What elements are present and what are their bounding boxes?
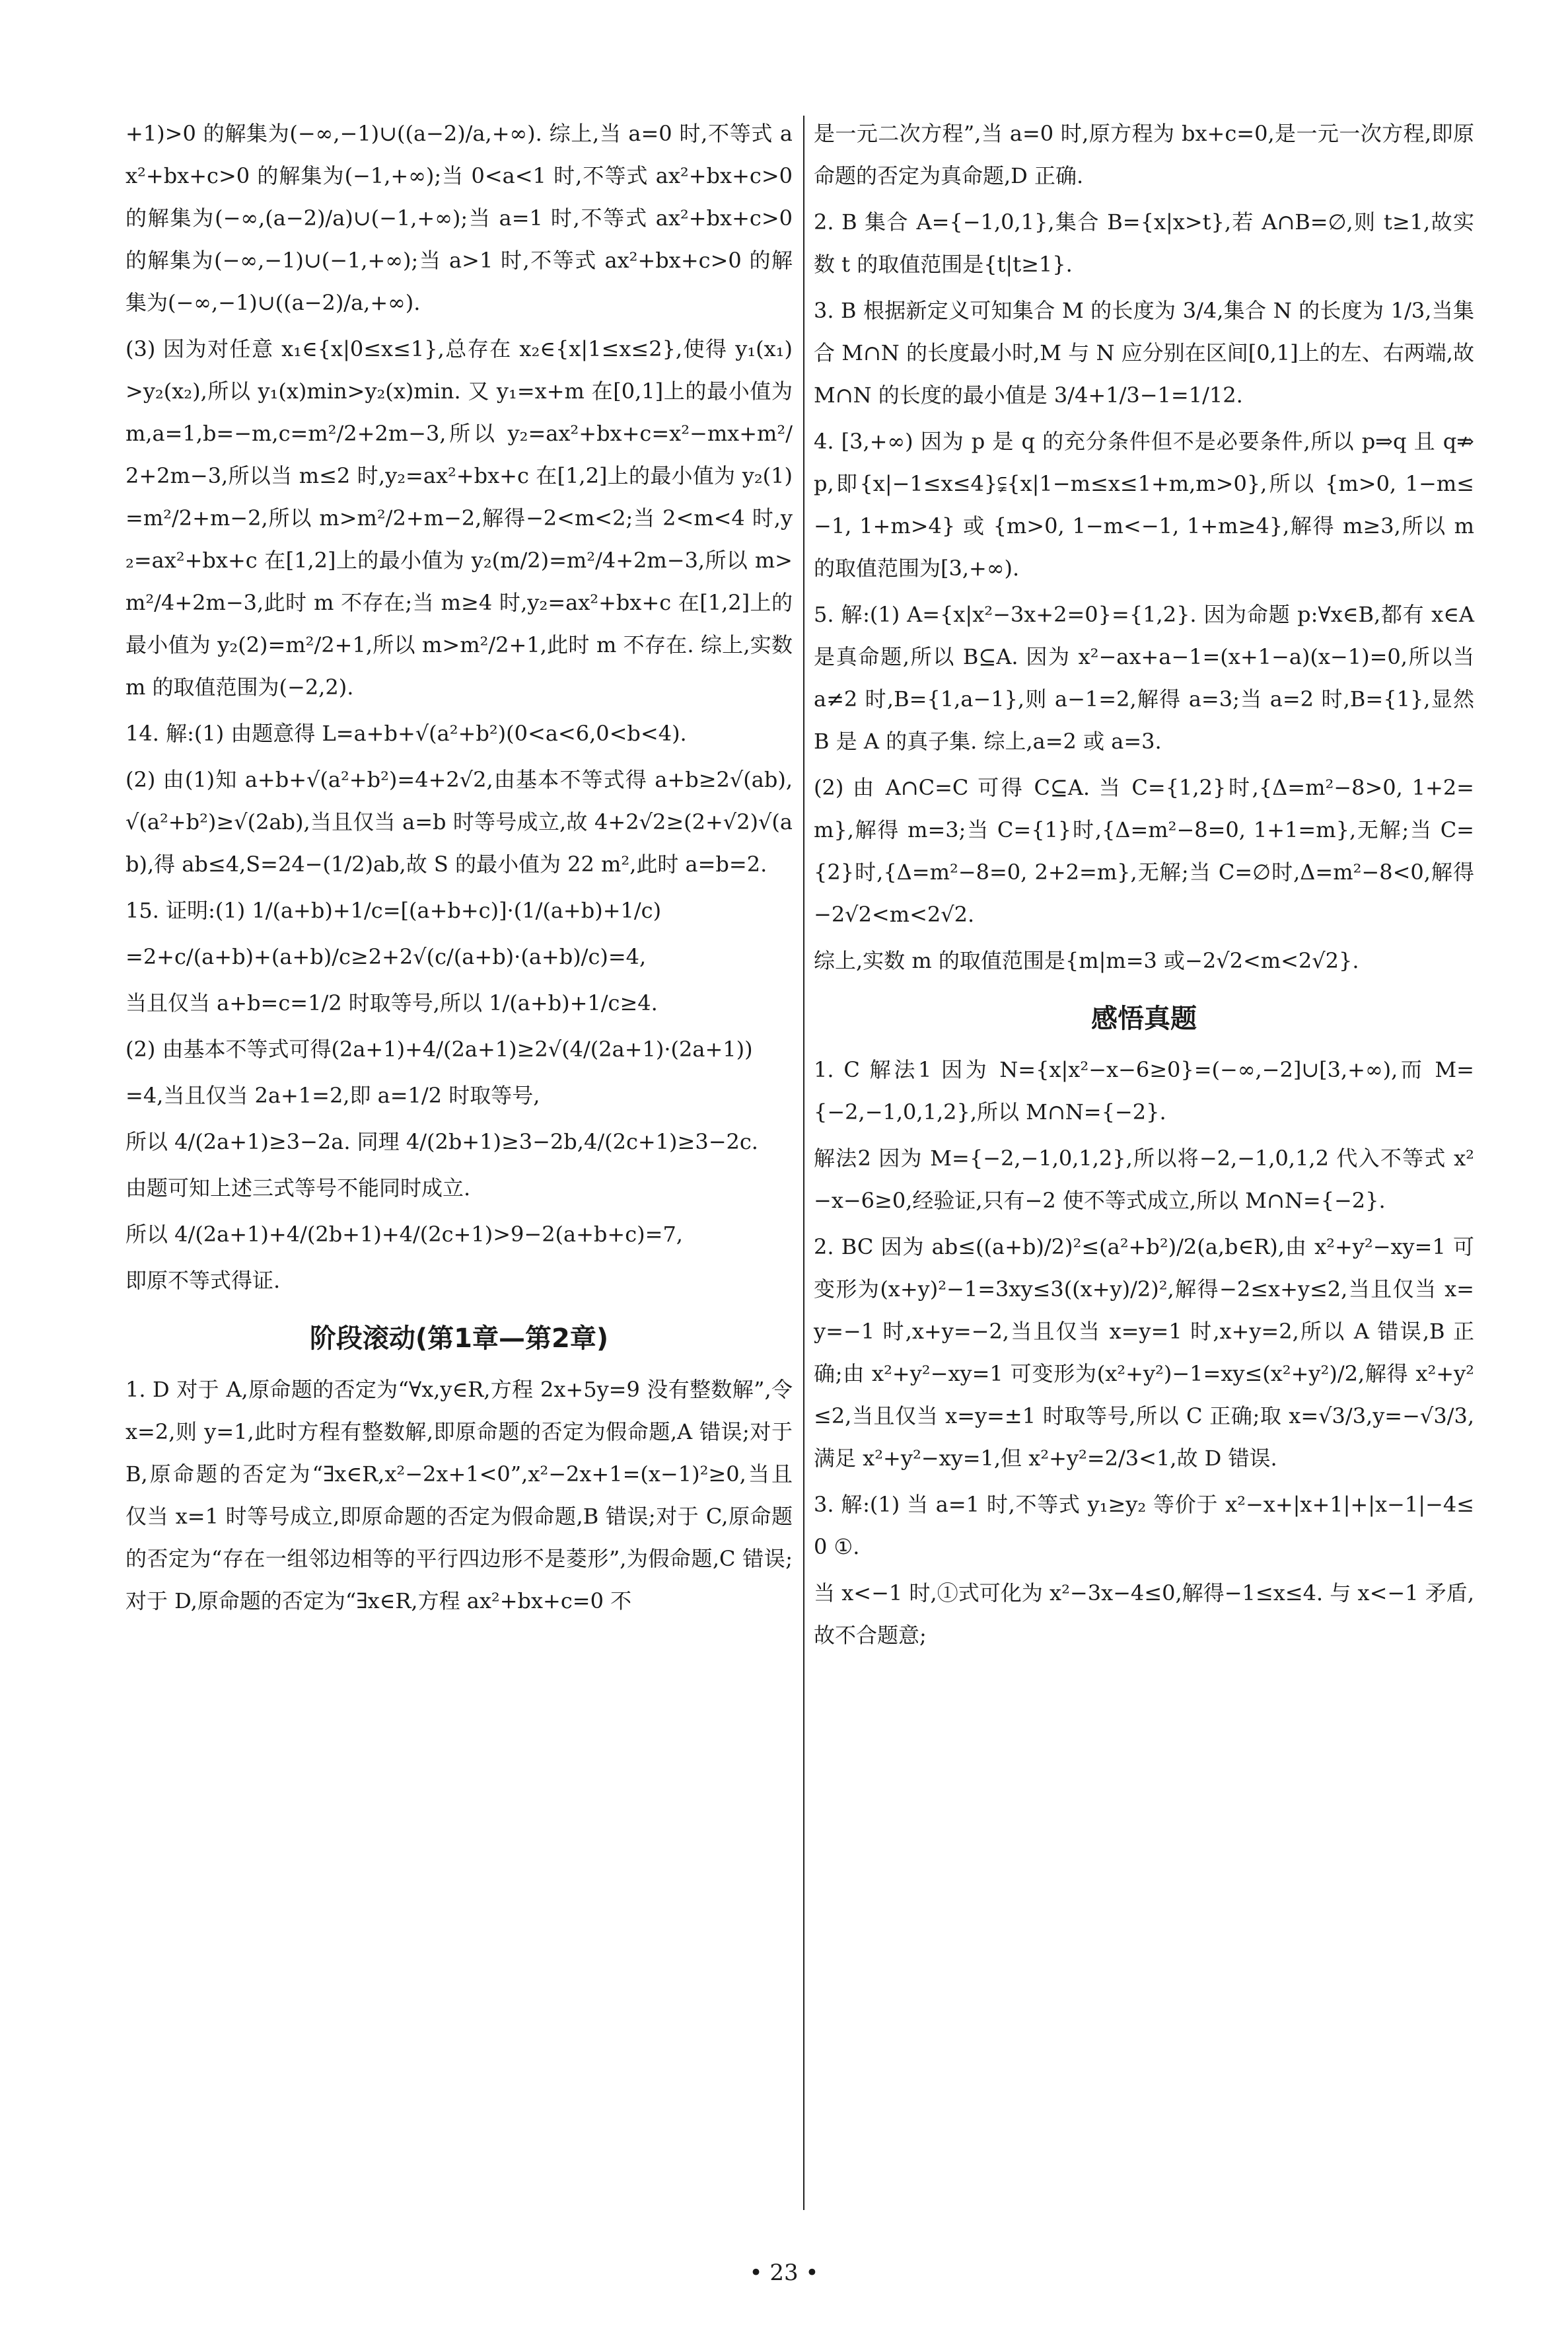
right-column bbox=[814, 112, 1474, 1660]
left-paragraph: 即原不等式得证. bbox=[125, 1268, 281, 1293]
left-paragraph: =4,当且仅当 2a+1=2,即 a=1/2 时取等号, bbox=[125, 1083, 540, 1108]
right-paragraph: 2. B 集合 A={−1,0,1},集合 B={x|x>t},若 A∩B=∅,则 t≥1,故实数 t 的取值范围是{t|t≥1}. bbox=[814, 209, 1474, 277]
left-paragraph: (2) 由基本不等式可得(2a+1)+4/(2a+1)≥2√(4/(2a+1)·(2a+1)) bbox=[125, 1037, 753, 1062]
left-paragraph: 所以 4/(2a+1)+4/(2b+1)+4/(2c+1)>9−2(a+b+c)=7, bbox=[125, 1222, 683, 1247]
right-paragraph: 当 x<−1 时,①式可化为 x²−3x−4≤0,解得−1≤x≤4. 与 x<−1 矛盾,故不合题意; bbox=[814, 1580, 1474, 1648]
left-paragraph: 当且仅当 a+b=c=1/2 时取等号,所以 1/(a+b)+1/c≥4. bbox=[125, 990, 658, 1015]
right-paragraph: 1. C 解法1 因为 N={x|x²−x−6≥0}=(−∞,−2]∪[3,+∞),而 M={−2,−1,0,1,2},所以 M∩N={−2}. bbox=[814, 1057, 1474, 1125]
right-paragraph: 3. B 根据新定义可知集合 M 的长度为 3/4,集合 N 的长度为 1/3,当集合 M∩N 的长度最小时,M 与 N 应分别在区间[0,1]上的左、右两端,故 M∩N 的长度的最小值是 3/4+1/3−1=1/12. bbox=[814, 298, 1474, 408]
section-heading: 阶段滚动(第1章—第2章) bbox=[309, 1323, 609, 1354]
left-paragraph: 15. 证明:(1) 1/(a+b)+1/c=[(a+b+c)]·(1/(a+b)+1/c) bbox=[125, 898, 662, 923]
right-paragraph: (2) 由 A∩C=C 可得 C⊆A. 当 C={1,2}时,{Δ=m²−8>0, 1+2=m},解得 m=3;当 C={1}时,{Δ=m²−8=0, 1+1=m},无解;当 C={2}时,{Δ=m²−8=0, 2+2=m},无解;当 C=∅时,Δ=m²−8<0,解得−2√2<m<2√2. bbox=[814, 775, 1474, 927]
left-paragraph: +1)>0 的解集为(−∞,−1)∪((a−2)/a,+∞). 综上,当 a=0 时,不等式 ax²+bx+c>0 的解集为(−1,+∞);当 0<a<1 时,不等式 ax²+bx+c>0 的解集为(−∞,(a−2)/a)∪(−1,+∞);当 a=1 时,不等式 ax²+bx+c>0 的解集为(−∞,−1)∪(−1,+∞);当 a>1 时,不等式 ax²+bx+c>0 的解集为(−∞,−1)∪((a−2)/a,+∞). bbox=[125, 121, 793, 315]
left-paragraph: 1. D 对于 A,原命题的否定为“∀x,y∈R,方程 2x+5y=9 没有整数解”,令 x=2,则 y=1,此时方程有整数解,即原命题的否定为假命题,A 错误;对于 B,原命题的否定为“∃x∈R,x²−2x+1<0”,x²−2x+1=(x−1)²≥0,当且仅当 x=1 时等号成立,即原命题的否定为假命题,B 错误;对于 C,原命题的否定为“存在一组邻边相等的平行四边形不是菱形”,为假命题,C 错误;对于 D,原命题的否定为“∃x∈R,方程 ax²+bx+c=0 不 bbox=[125, 1377, 793, 1613]
right-paragraph: 2. BC 因为 ab≤((a+b)/2)²≤(a²+b²)/2(a,b∈R),由 x²+y²−xy=1 可变形为(x+y)²−1=3xy≤3((x+y)/2)²,解得−2≤x+y≤2,当且仅当 x=y=−1 时,x+y=−2,当且仅当 x=y=1 时,x+y=2,所以 A 错误,B 正确;由 x²+y²−xy=1 可变形为(x²+y²)−1=xy≤(x²+y²)/2,解得 x²+y²≤2,当且仅当 x=y=±1 时取等号,所以 C 正确;取 x=√3/3,y=−√3/3,满足 x²+y²−xy=1,但 x²+y²=2/3<1,故 D 错误. bbox=[814, 1234, 1474, 1471]
right-paragraph: 3. 解:(1) 当 a=1 时,不等式 y₁≥y₂ 等价于 x²−x+|x+1|+|x−1|−4≤0 ①. bbox=[814, 1492, 1474, 1559]
left-column bbox=[125, 112, 793, 1626]
left-paragraph: 14. 解:(1) 由题意得 L=a+b+√(a²+b²)(0<a<6,0<b<4). bbox=[125, 721, 687, 746]
right-paragraph: 5. 解:(1) A={x|x²−3x+2=0}={1,2}. 因为命题 p:∀x∈B,都有 x∈A 是真命题,所以 B⊆A. 因为 x²−ax+a−1=(x+1−a)(x−1)=0,所以当 a≠2 时,B={1,a−1},则 a−1=2,解得 a=3;当 a=2 时,B={1},显然 B 是 A 的真子集. 综上,a=2 或 a=3. bbox=[814, 602, 1474, 754]
left-paragraph: =2+c/(a+b)+(a+b)/c≥2+2√(c/(a+b)·(a+b)/c)=4, bbox=[125, 944, 647, 969]
right-paragraph: 综上,实数 m 的取值范围是{m|m=3 或−2√2<m<2√2}. bbox=[814, 948, 1359, 973]
page-number: • 23 • bbox=[749, 2260, 819, 2286]
right-paragraph: 是一元二次方程”,当 a=0 时,原方程为 bx+c=0,是一元一次方程,即原命题的否定为真命题,D 正确. bbox=[814, 121, 1474, 188]
column-divider bbox=[803, 116, 804, 2210]
right-paragraph: 4. [3,+∞) 因为 p 是 q 的充分条件但不是必要条件,所以 p⇒q 且 q⇏p,即{x|−1≤x≤4}⫋{x|1−m≤x≤1+m,m>0},所以 {m>0, 1−m≤−1, 1+m>4} 或 {m>0, 1−m<−1, 1+m≥4},解得 m≥3,所以 m 的取值范围为[3,+∞). bbox=[814, 429, 1474, 581]
left-paragraph: (3) 因为对任意 x₁∈{x|0≤x≤1},总存在 x₂∈{x|1≤x≤2},使得 y₁(x₁)>y₂(x₂),所以 y₁(x)min>y₂(x)min. 又 y₁=x+m 在[0,1]上的最小值为 m,a=1,b=−m,c=m²/2+2m−3,所以 y₂=ax²+bx+c=x²−mx+m²/2+2m−3,所以当 m≤2 时,y₂=ax²+bx+c 在[1,2]上的最小值为 y₂(1)=m²/2+m−2,所以 m>m²/2+m−2,解得−2<m<2;当 2<m<4 时,y₂=ax²+bx+c 在[1,2]上的最小值为 y₂(m/2)=m²/4+2m−3,所以 m>m²/4+2m−3,此时 m 不存在;当 m≥4 时,y₂=ax²+bx+c 在[1,2]上的最小值为 y₂(2)=m²/2+1,所以 m>m²/2+1,此时 m 不存在. 综上,实数 m 的取值范围为(−2,2). bbox=[125, 336, 793, 700]
section-heading: 感悟真题 bbox=[1091, 1004, 1197, 1034]
left-paragraph: 由题可知上述三式等号不能同时成立. bbox=[125, 1175, 471, 1200]
left-paragraph: 所以 4/(2a+1)≥3−2a. 同理 4/(2b+1)≥3−2b,4/(2c+1)≥3−2c. bbox=[125, 1129, 758, 1154]
left-paragraph: (2) 由(1)知 a+b+√(a²+b²)=4+2√2,由基本不等式得 a+b≥2√(ab),√(a²+b²)≥√(2ab),当且仅当 a=b 时等号成立,故 4+2√2≥(2+√2)√(ab),得 ab≤4,S=24−(1/2)ab,故 S 的最小值为 22 m²,此时 a=b=2. bbox=[125, 767, 793, 877]
right-paragraph: 解法2 因为 M={−2,−1,0,1,2},所以将−2,−1,0,1,2 代入不等式 x²−x−6≥0,经验证,只有−2 使不等式成立,所以 M∩N={−2}. bbox=[814, 1146, 1474, 1213]
